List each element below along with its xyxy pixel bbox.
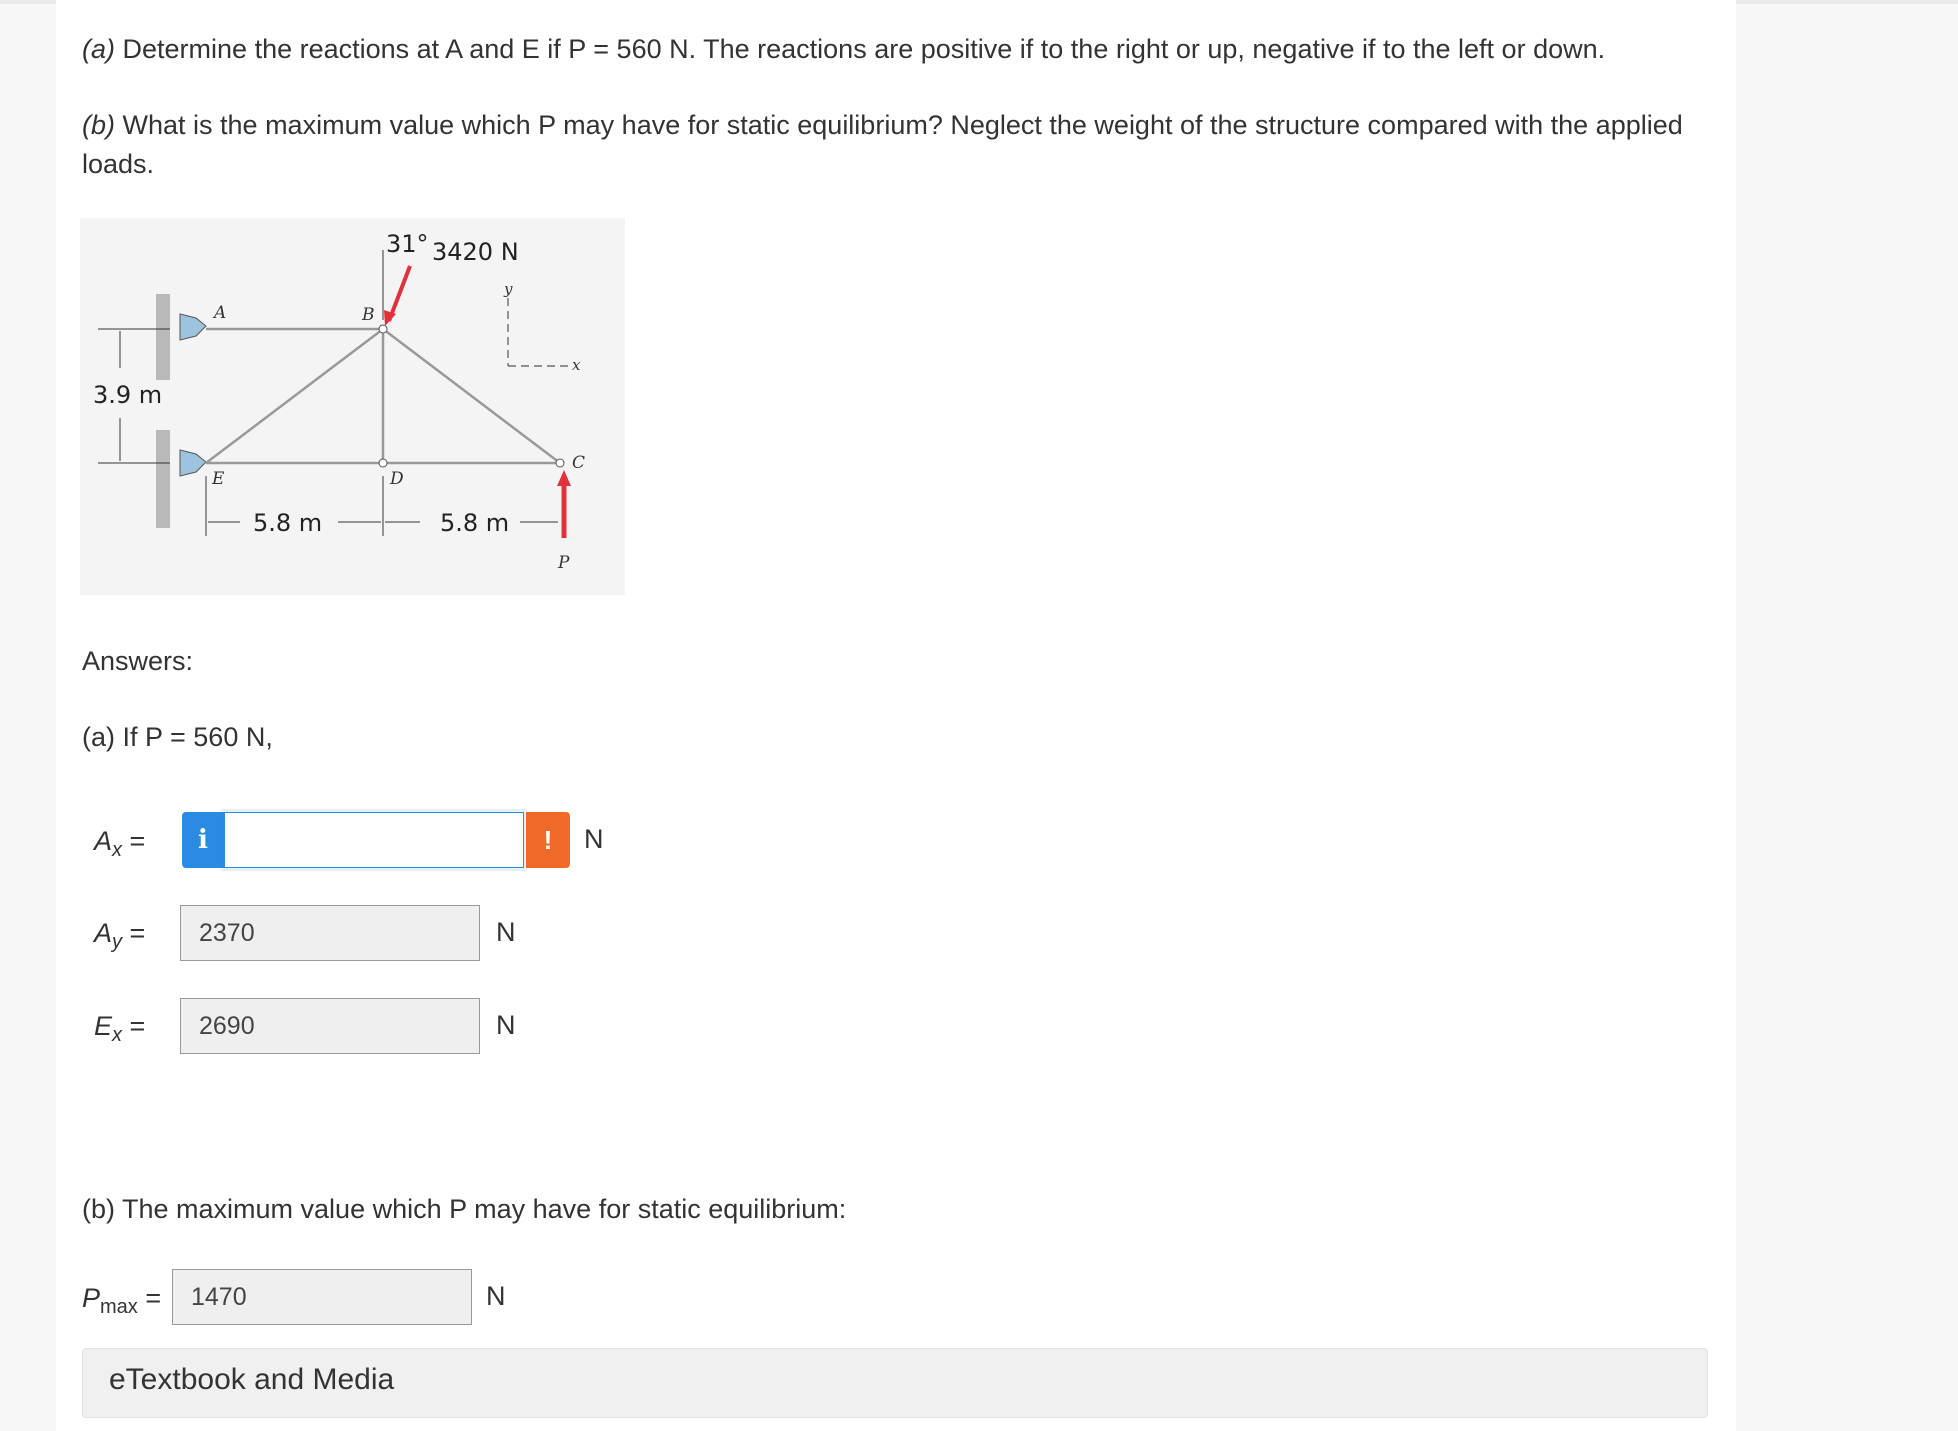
ax-unit: N xyxy=(584,824,604,854)
height-dim-label: 3.9 m xyxy=(93,381,163,409)
force-label: 3420 N xyxy=(432,238,519,266)
truss-figure xyxy=(80,218,625,595)
joint-D xyxy=(379,459,387,467)
joint-C xyxy=(556,459,564,467)
ay-input[interactable]: 2370 xyxy=(180,905,480,961)
warning-icon[interactable]: ! xyxy=(526,812,570,868)
info-icon[interactable]: i xyxy=(182,812,224,868)
label-C: C xyxy=(572,453,586,473)
label-B: B xyxy=(362,305,375,325)
axis-y-label: y xyxy=(504,280,513,298)
span2-dim-label: 5.8 m xyxy=(440,509,510,537)
ex-unit: N xyxy=(496,1010,516,1040)
wall-lower xyxy=(156,430,170,528)
span1-dim-label: 5.8 m xyxy=(253,509,323,537)
label-P: P xyxy=(558,553,570,573)
question-part-a: (a) Determine the reactions at A and E if P = 560 N. The reactions are positive if to the right or up, negative if to the left or down. xyxy=(82,34,1606,64)
question-part-b: (b) What is the maximum value which P may have for static equilibrium? Neglect the weight of the structure compared with the applied loads. xyxy=(82,110,1683,179)
ax-label: $A_x$ = xyxy=(94,826,146,861)
angle-label: 31° xyxy=(386,230,429,258)
label-A: A xyxy=(214,303,227,323)
part-b-intro: (b) The maximum value which P may have for static equilibrium: xyxy=(82,1194,847,1224)
etextbook-label: eTextbook and Media xyxy=(109,1363,395,1396)
ex-input[interactable]: 2690 xyxy=(180,998,480,1054)
answers-heading: Answers: xyxy=(82,646,194,676)
pmax-input[interactable]: 1470 xyxy=(172,1269,472,1325)
ax-input[interactable] xyxy=(224,812,524,868)
pmax-unit: N xyxy=(486,1281,506,1311)
pmax-label: $P_{max}$ = xyxy=(82,1283,162,1318)
ay-unit: N xyxy=(496,917,516,947)
joint-B xyxy=(379,325,387,333)
etextbook-media-section[interactable] xyxy=(82,1348,1708,1418)
ex-label: $E_x$ = xyxy=(94,1011,146,1046)
part-a-intro: (a) If P = 560 N, xyxy=(82,722,273,752)
ay-label: $A_y$ = xyxy=(94,918,146,953)
label-E: E xyxy=(212,469,225,489)
axis-x-label: x xyxy=(572,356,581,374)
wall-upper xyxy=(156,294,170,380)
label-D: D xyxy=(390,469,404,489)
